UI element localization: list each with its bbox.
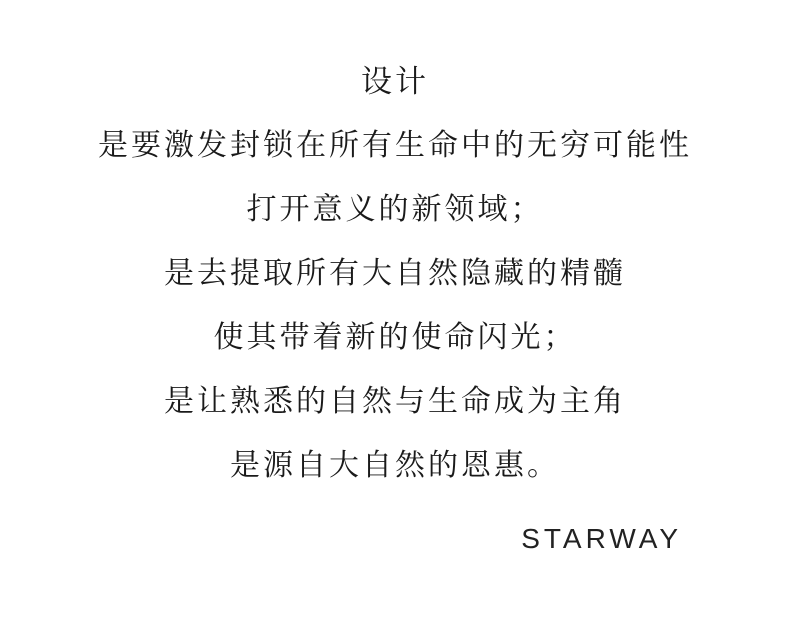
poem-line-1: 是要激发封锁在所有生命中的无穷可能性 <box>98 129 692 162</box>
poem-line-5: 是让熟悉的自然与生命成为主角 <box>164 385 626 418</box>
brand-name: STARWAY <box>521 523 682 554</box>
poem-title: 设计 <box>361 63 429 99</box>
poem-line-4: 使其带着新的使命闪光； <box>213 321 577 354</box>
poem-line-3: 是去提取所有大自然隐藏的精髓 <box>164 257 626 290</box>
poem-line-6: 是源自大自然的恩惠。 <box>230 449 560 482</box>
poem-block <box>0 46 790 494</box>
poem-line-2: 打开意义的新领域； <box>246 193 544 226</box>
